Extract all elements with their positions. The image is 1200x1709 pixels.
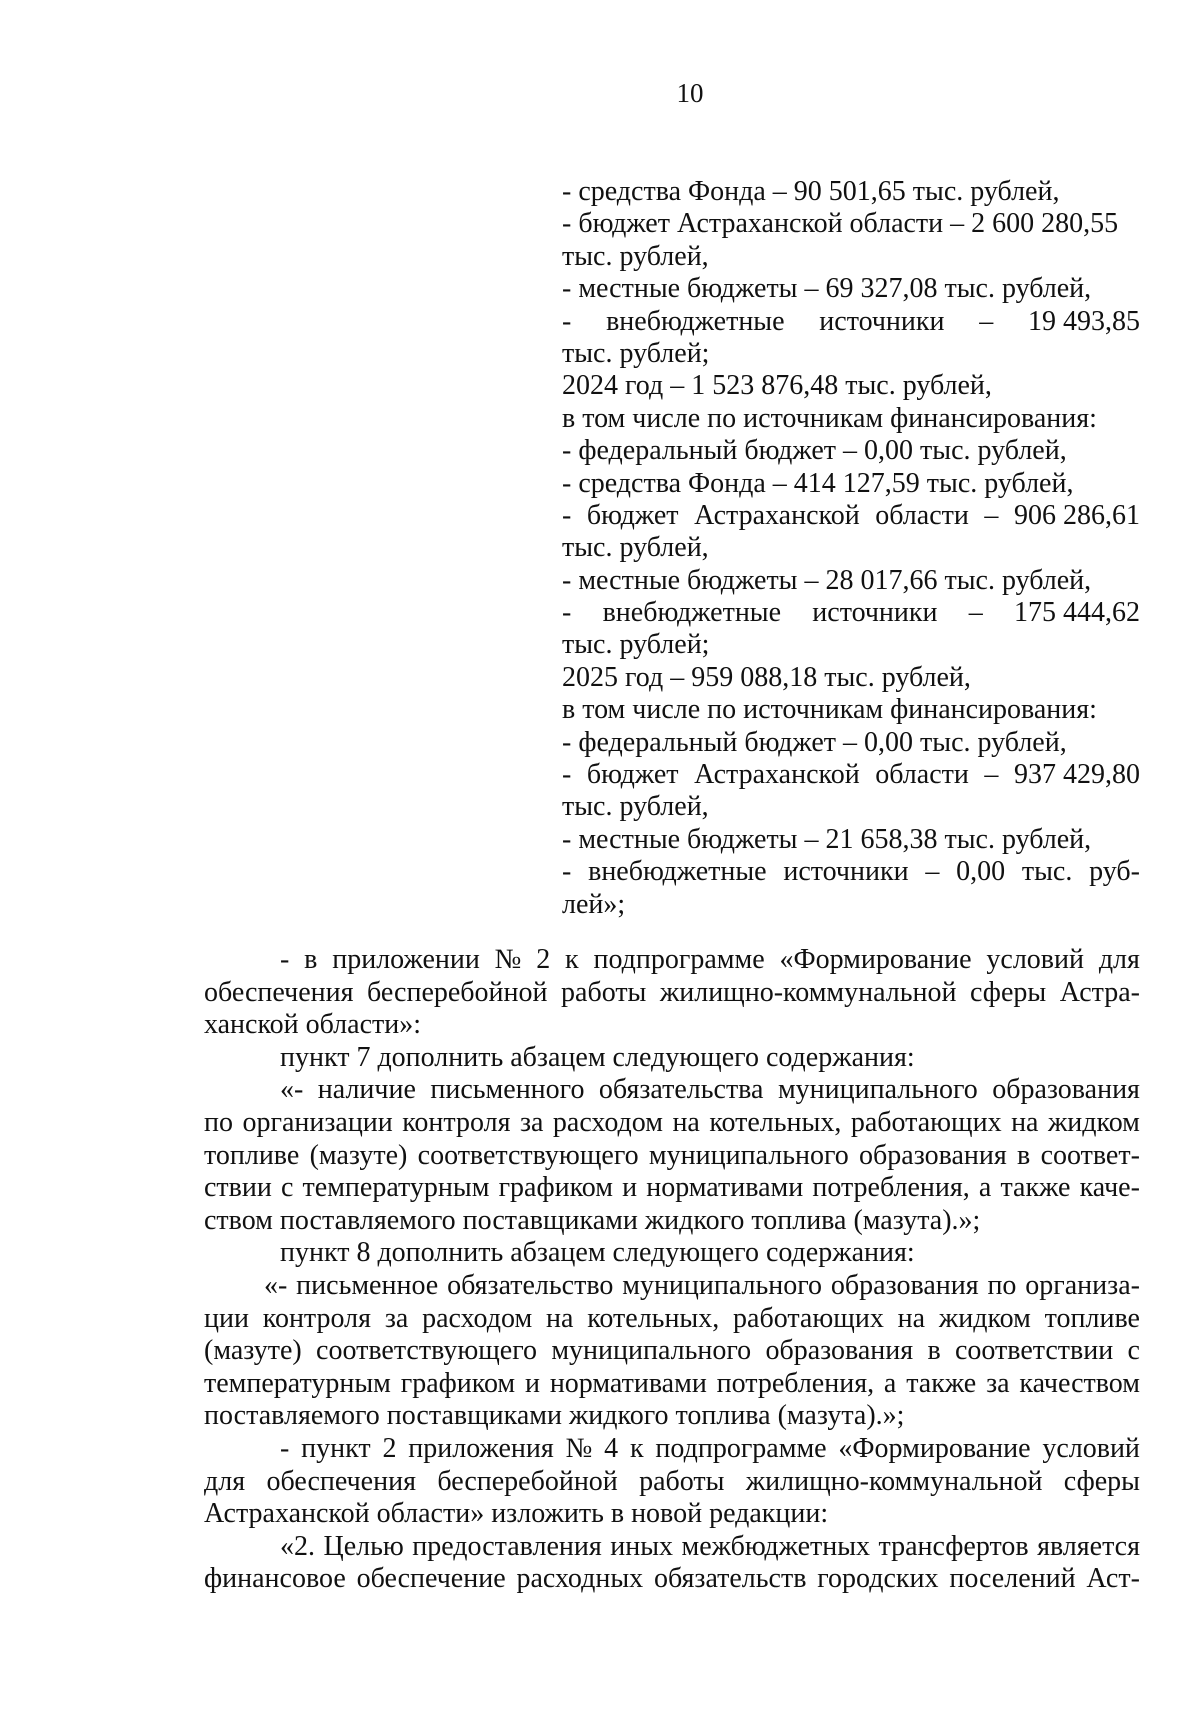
text-span: соответствующего (316, 1335, 538, 1367)
text-span: пункт 7 дополнить абзацем следующего содержания: (280, 1041, 915, 1073)
text-line (562, 565, 1140, 597)
paragraph-line (204, 1172, 1140, 1205)
text-span: - бюджет Астраханской области – 2 600 280,55 (562, 208, 1119, 240)
text-span: приложении (332, 944, 480, 975)
paragraph-line (204, 1563, 1140, 1596)
text-line (562, 468, 1140, 500)
text-span: обязательств (653, 1563, 807, 1595)
text-span: является (1037, 1530, 1140, 1562)
text-span: жилищно-коммунальной (745, 1465, 1043, 1497)
paragraph-line (204, 1042, 1140, 1075)
text-line (562, 694, 1140, 726)
text-span: с (1127, 1335, 1140, 1367)
text-span: – (925, 856, 940, 888)
text-span: Астраханской (694, 499, 860, 531)
text-span: приложения (408, 1432, 554, 1464)
text-span: подпрограмме (593, 944, 765, 975)
text-span: 175 444,62 (1013, 597, 1140, 629)
text-span: 2024 год – 1 523 876,48 тыс. рублей, (562, 370, 992, 402)
text-span: внебюджетные (602, 597, 782, 629)
text-span: по (987, 1269, 1017, 1301)
text-span: № (494, 944, 522, 975)
text-span: с (280, 1172, 294, 1204)
paragraph-line (204, 1466, 1140, 1499)
text-span: «Формирование (838, 1432, 1031, 1464)
text-span: пункт (301, 1432, 371, 1464)
text-span: области (875, 759, 969, 791)
text-line (562, 824, 1140, 856)
text-span: графиком (400, 1367, 516, 1399)
text-span: - средства Фонда – 414 127,59 тыс. рублей, (562, 467, 1074, 499)
text-span: за (384, 1302, 409, 1334)
paragraph-line (204, 1531, 1140, 1564)
text-span: потребления, (716, 1367, 875, 1399)
paragraph-line (204, 1140, 1140, 1173)
text-line (562, 791, 1140, 823)
text-span: контроля (262, 1302, 371, 1334)
text-span: - федеральный бюджет – 0,00 тыс. рублей, (562, 435, 1067, 467)
text-span: - (280, 1432, 290, 1464)
text-span: городских (817, 1563, 939, 1595)
text-span: муниципального (622, 1269, 823, 1301)
text-span: - средства Фонда – 90 501,65 тыс. рублей, (562, 176, 1060, 207)
text-span: бесперебойной (367, 976, 548, 1008)
text-span: письменное (296, 1269, 439, 1301)
text-span: пункт 8 дополнить абзацем следующего содержания: (280, 1237, 915, 1269)
text-line (562, 338, 1140, 370)
paragraph-line (204, 1303, 1140, 1336)
text-line (562, 500, 1140, 532)
text-span: – (984, 759, 999, 791)
text-span: а (883, 1367, 897, 1399)
text-span: письменного (430, 1074, 585, 1106)
text-span: тыс. рублей, (562, 532, 709, 564)
text-span: муниципального (648, 1139, 849, 1171)
paragraph-line (204, 1009, 1140, 1042)
text-span: работы (639, 1465, 725, 1497)
financing-sources-column (562, 176, 1140, 921)
paragraph-line (204, 977, 1140, 1010)
text-span: температурным (204, 1367, 391, 1399)
text-span: за (519, 1106, 544, 1138)
text-span: предоставления (412, 1530, 602, 1562)
text-span: для (204, 1465, 246, 1497)
text-span: - местные бюджеты – 28 017,66 тыс. рублей, (562, 564, 1092, 596)
text-line (562, 306, 1140, 338)
page-number: 10 (676, 78, 704, 108)
text-span: иных (610, 1530, 674, 1562)
text-span: нормативами (549, 1367, 707, 1399)
text-span: 0,00 (956, 856, 1006, 888)
text-span: бесперебойной (437, 1465, 618, 1497)
text-span: № (565, 1432, 593, 1464)
text-span: – (968, 597, 983, 629)
text-span: 906 286,61 (1013, 499, 1140, 531)
text-span: 937 429,80 (1013, 759, 1140, 791)
text-span: жидком (938, 1302, 1031, 1334)
text-span: тыс. рублей; (562, 629, 710, 661)
text-line (562, 403, 1140, 435)
text-span: графиком (498, 1172, 613, 1204)
text-span: внебюджетные (588, 856, 767, 888)
paragraph-line (204, 1074, 1140, 1107)
text-span: организации (242, 1106, 393, 1138)
paragraph-line (204, 1335, 1140, 1368)
text-line (562, 370, 1140, 402)
text-span: также (906, 1367, 977, 1399)
text-span: области (875, 499, 969, 531)
text-span: организа- (1025, 1269, 1140, 1301)
text-span: поставляемого поставщиками жидкого топлива (мазута).»; (204, 1400, 905, 1432)
text-line (562, 629, 1140, 661)
text-span: расходом (422, 1302, 533, 1334)
text-span: бюджет (586, 499, 679, 531)
text-span: ханской области»: (204, 1009, 422, 1041)
text-line (562, 273, 1140, 305)
text-span: сферы (970, 976, 1047, 1008)
text-span: лей»; (562, 888, 626, 920)
paragraph-line (204, 1433, 1140, 1466)
text-span: температурным (302, 1172, 490, 1204)
text-span: источники (819, 305, 945, 337)
text-span: бюджет (586, 759, 679, 791)
text-line (562, 176, 1140, 208)
text-span: котельных, (709, 1106, 842, 1138)
text-span: - местные бюджеты – 21 658,38 тыс. рублей, (562, 823, 1092, 855)
text-line (562, 532, 1140, 564)
text-span: тыс. (1021, 856, 1073, 888)
text-span: 19 493,85 (1027, 305, 1140, 337)
text-span: тыс. рублей; (562, 337, 710, 369)
text-span: в (927, 1335, 941, 1367)
text-span: тыс. рублей, (562, 791, 709, 823)
text-span: источники (783, 856, 909, 888)
text-span: - (562, 597, 572, 629)
text-span: «- (264, 1269, 288, 1301)
text-span: – (984, 499, 999, 531)
text-span: поселений (949, 1563, 1076, 1595)
text-span: 4 (604, 1432, 619, 1464)
text-span: жилищно-коммунальной (659, 976, 957, 1008)
paragraph-line (204, 1237, 1140, 1270)
main-body-text (204, 944, 1140, 1596)
text-span: к (629, 1432, 644, 1464)
text-span: ции (204, 1302, 249, 1334)
text-span: «2. (280, 1530, 315, 1562)
text-span: в том числе по источникам финансирования: (562, 402, 1097, 434)
text-span: в том числе по источникам финансирования: (562, 694, 1097, 726)
text-span: работы (561, 976, 647, 1008)
text-line (562, 662, 1140, 694)
text-span: Астра- (1059, 976, 1140, 1008)
text-span: условий (986, 944, 1084, 975)
text-span: и (524, 1367, 540, 1399)
text-span: обеспечения (266, 1465, 416, 1497)
text-span: соответ- (1040, 1139, 1140, 1171)
text-span: - федеральный бюджет – 0,00 тыс. рублей, (562, 726, 1067, 758)
text-span: для (1098, 944, 1140, 975)
text-span: Аст- (1086, 1563, 1140, 1595)
text-line (562, 759, 1140, 791)
text-span: - (562, 305, 572, 337)
text-span: на (545, 1302, 574, 1334)
text-span: жидком (1047, 1106, 1140, 1138)
text-line (562, 241, 1140, 273)
text-span: «- (280, 1074, 304, 1106)
text-span: трансфертов (878, 1530, 1029, 1562)
text-span: за (986, 1367, 1010, 1399)
text-span: потребления, (812, 1172, 970, 1204)
text-span: топливе (204, 1139, 300, 1171)
text-span: руб- (1089, 856, 1140, 888)
text-span: образования (830, 1269, 979, 1301)
text-span: – (979, 305, 994, 337)
text-span: - (562, 856, 572, 888)
text-span: расходных (516, 1563, 644, 1595)
text-span: финансовое (204, 1563, 346, 1595)
text-span: на (897, 1302, 926, 1334)
text-span: каче- (1079, 1172, 1140, 1204)
text-span: условий (1042, 1432, 1140, 1464)
text-line (562, 435, 1140, 467)
text-span: «Формирование (779, 944, 972, 975)
text-span: - (562, 759, 572, 791)
text-span: работающих (850, 1106, 1002, 1138)
text-span: тыс. рублей, (562, 240, 709, 272)
text-span: качеством (1019, 1367, 1140, 1399)
paragraph-line (204, 1107, 1140, 1140)
text-span: (мазуте) (309, 1139, 408, 1171)
text-span: котельных, (587, 1302, 720, 1334)
text-span: Астраханской области» изложить в новой редакции: (204, 1498, 829, 1530)
text-span: работающих (733, 1302, 884, 1334)
text-span: муниципального (777, 1074, 978, 1106)
text-span: подпрограмме (655, 1432, 827, 1464)
text-span: в (1017, 1139, 1031, 1171)
text-span: образования (859, 1139, 1007, 1171)
paragraph-line (204, 1498, 1140, 1531)
text-span: также (1000, 1172, 1071, 1204)
text-span: внебюджетные (606, 305, 785, 337)
text-span: обязательство (447, 1269, 614, 1301)
text-line (562, 727, 1140, 759)
text-span: ством поставляемого поставщиками жидкого топлива (мазута).»; (204, 1204, 981, 1236)
text-span: ствии (204, 1172, 272, 1204)
text-span: обеспечение (356, 1563, 506, 1595)
text-span: обеспечения (204, 976, 354, 1008)
text-span: наличие (317, 1074, 416, 1106)
text-span: муниципального (551, 1335, 752, 1367)
text-span: топливе (1044, 1302, 1140, 1334)
text-span: расходом (552, 1106, 663, 1138)
paragraph-line (204, 1205, 1140, 1238)
text-span: обязательства (598, 1074, 764, 1106)
text-span: образования (992, 1074, 1140, 1106)
text-span: 2025 год – 959 088,18 тыс. рублей, (562, 661, 971, 693)
text-span: соответствии (954, 1335, 1114, 1367)
text-span: 2 (536, 944, 551, 975)
text-span: 2 (382, 1432, 397, 1464)
text-span: и (622, 1172, 638, 1204)
text-span: соответствующего (417, 1139, 639, 1171)
paragraph-line (204, 1368, 1140, 1401)
text-span: - местные бюджеты – 69 327,08 тыс. рублей, (562, 273, 1092, 305)
text-span: на (672, 1106, 700, 1138)
text-span: Целью (323, 1530, 404, 1562)
text-line (562, 208, 1140, 240)
text-span: образования (765, 1335, 914, 1367)
paragraph-line (204, 944, 1140, 977)
text-span: источники (812, 597, 938, 629)
text-span: контроля (402, 1106, 511, 1138)
text-span: Астраханской (694, 759, 860, 791)
text-span: сферы (1063, 1465, 1140, 1497)
text-span: межбюджетных (681, 1530, 871, 1562)
text-span: - (562, 499, 572, 531)
text-span: - (280, 944, 290, 975)
text-span: по (204, 1106, 233, 1138)
text-span: нормативами (646, 1172, 804, 1204)
text-span: к (565, 944, 579, 975)
text-span: (мазуте) (204, 1335, 302, 1367)
paragraph-line (204, 1400, 1140, 1433)
text-span: на (1011, 1106, 1039, 1138)
text-span: в (304, 944, 318, 975)
text-line (562, 597, 1140, 629)
text-span: а (978, 1172, 992, 1204)
text-line (562, 889, 1140, 921)
paragraph-line (204, 1270, 1140, 1303)
text-line (562, 856, 1140, 888)
